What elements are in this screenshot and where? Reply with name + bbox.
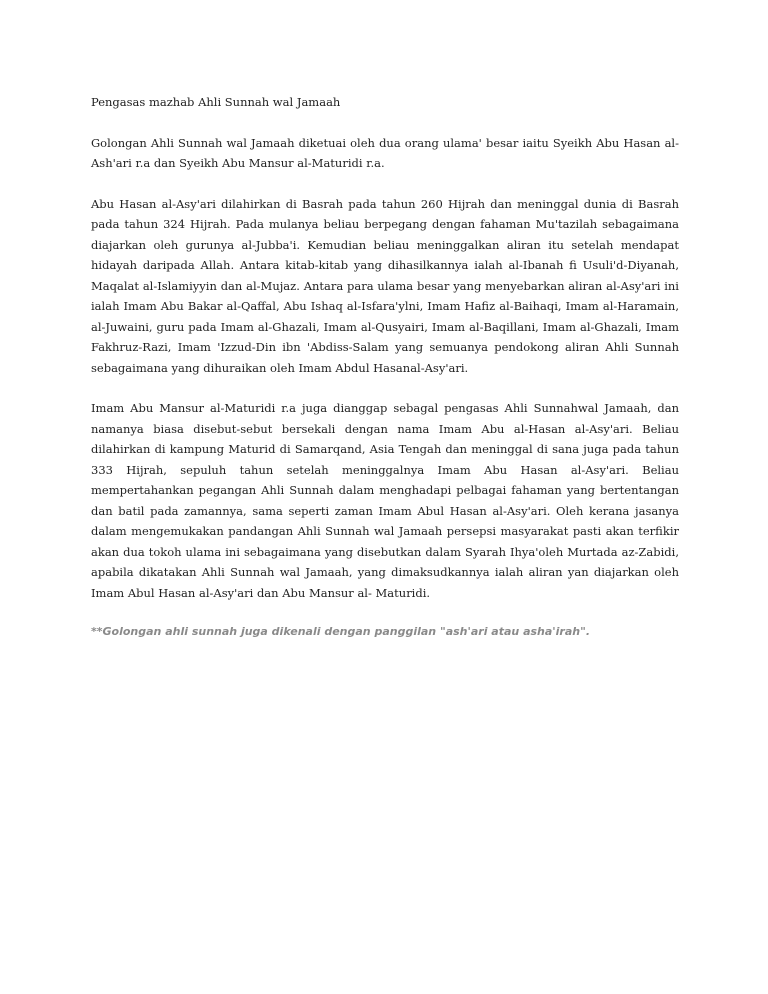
document-page <box>91 92 679 641</box>
paragraph-intro: Golongan Ahli Sunnah wal Jamaah diketuai oleh dua orang ulama' besar iaitu Syeikh Abu Hasan al-Ash'ari r.a dan Syeikh Abu Mansur al-Maturidi r.a. <box>91 135 679 170</box>
footnote: **Golongan ahli sunnah juga dikenali dengan panggilan "ash'ari atau asha'irah". <box>91 625 591 638</box>
paragraph-al-asyari: Abu Hasan al-Asy'ari dilahirkan di Basrah pada tahun 260 Hijrah dan meninggal dunia di Basrah pada tahun 324 Hijrah. Pada mulanya beliau berpegang dengan fahaman Mu'tazilah sebagaimana diajarkan oleh gurunya al-Jubba'i. Kemudian beliau meninggalkan aliran itu setelah mendapat hidayah daripada Allah. Antara kitab-kitab yang dihasilkannya ialah al-Ibanah fi Usuli'd-Diyanah, Maqalat al-Islamiyyin dan al-Mujaz. Antara para ulama besar yang menyebarkan aliran al-Asy'ari ini ialah Imam Abu Bakar al-Qaffal, Abu Ishaq al-Isfara'ylni, Imam Hafiz al-Baihaqi, Imam al-Haramain, al-Juwaini, guru pada Imam al-Ghazali, Imam al-Qusyairi, Imam al-Baqillani, Imam al-Ghazali, Imam Fakhruz-Razi, Imam 'Izzud-Din ibn 'Abdiss-Salam yang semuanya pendokong aliran Ahli Sunnah sebagaimana yang dihuraikan oleh Imam Abdul Hasanal-Asy'ari. <box>91 196 679 375</box>
document-title: Pengasas mazhab Ahli Sunnah wal Jamaah <box>91 95 341 109</box>
paragraph-al-maturidi: Imam Abu Mansur al-Maturidi r.a juga dianggap sebagal pengasas Ahli Sunnahwal Jamaah, dan namanya biasa disebut-sebut bersekali dengan nama Imam Abu al-Hasan al-Asy'ari. Beliau dilahirkan di kampung Maturid di Samarqand, Asia Tengah dan meninggal di sana juga pada tahun 333 Hijrah, sepuluh tahun setelah meninggalnya Imam Abu Hasan al-Asy'ari. Beliau mempertahankan pegangan Ahli Sunnah dalam menghadapi pelbagai fahaman yang bertentangan dan batil pada zamannya, sama seperti zaman Imam Abul Hasan al-Asy'ari. Oleh kerana jasanya dalam mengemukakan pandangan Ahli Sunnah wal Jamaah persepsi masyarakat pasti akan terfikir akan dua tokoh ulama ini sebagaimana yang disebutkan dalam Syarah Ihya'oleh Murtada az-Zabidi, apabila dikatakan Ahli Sunnah wal Jamaah, yang dimaksudkannya ialah aliran yan diajarkan oleh Imam Abul Hasan al-Asy'ari dan Abu Mansur al- Maturidi. <box>91 401 679 600</box>
